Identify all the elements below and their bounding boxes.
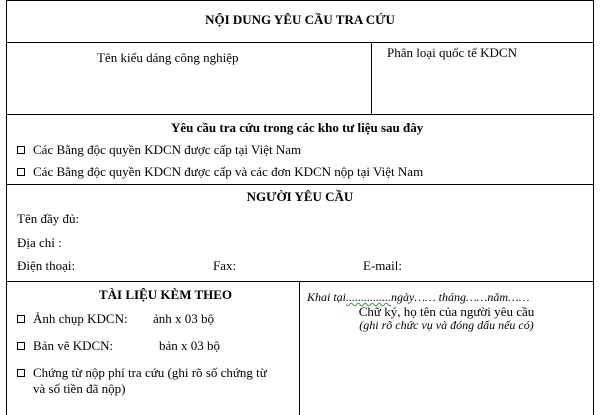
attachment-label: Ảnh chụp KDCN:: [33, 311, 128, 326]
section-title-search-content: NỘI DUNG YÊU CẦU TRA CỨU: [205, 12, 395, 27]
option-label: Các Bằng độc quyền KDCN được cấp và các đơn KDCN nộp tại Việt Nam: [33, 164, 424, 179]
search-scope-heading: Yêu cầu tra cứu trong các kho tư liệu sau đây: [171, 120, 424, 135]
search-option-granted-and-filed[interactable]: [17, 164, 423, 179]
checkbox[interactable]: [17, 168, 25, 176]
place-dots: ...............: [346, 290, 392, 304]
checkbox[interactable]: [17, 146, 25, 154]
section-title-attachments: TÀI LIỆU KÈM THEO: [99, 287, 233, 302]
column-divider: [371, 42, 372, 114]
search-request-form: [6, 0, 594, 415]
top-border: [7, 0, 593, 1]
attachment-label: Bản vẽ KDCN:: [33, 338, 114, 353]
search-option-granted[interactable]: [17, 142, 301, 157]
email-field[interactable]: E-mail:: [363, 258, 402, 273]
address-field[interactable]: Địa chỉ :: [17, 235, 62, 250]
design-name-label: Tên kiểu dáng công nghiệp: [97, 50, 239, 65]
place-label: Khai tại: [307, 290, 347, 304]
option-label: Các Bằng độc quyền KDCN được cấp tại Việt Nam: [33, 142, 302, 157]
attachment-label: Chứng từ nộp phí tra cứu (ghi rõ số chứng từ: [33, 365, 267, 380]
date-label: ngày…… tháng……năm……: [391, 290, 530, 304]
section-title-requester: NGƯỜI YÊU CẦU: [246, 189, 354, 204]
checkbox[interactable]: [17, 369, 25, 377]
column-divider: [299, 281, 300, 415]
attachment-detail: bản x 03 bộ: [159, 338, 221, 353]
divider: [7, 184, 593, 185]
attachment-photo[interactable]: [17, 311, 128, 326]
international-class-label: Phân loại quốc tế KDCN: [387, 45, 517, 60]
attachment-fee-receipt[interactable]: [17, 365, 267, 380]
attachment-drawing[interactable]: [17, 338, 113, 353]
divider: [7, 114, 593, 115]
declaration-place-date[interactable]: [307, 290, 529, 305]
fax-field[interactable]: Fax:: [213, 258, 237, 273]
signature-label: Chữ ký, họ tên của người yêu cầu: [358, 304, 535, 319]
divider: [7, 42, 593, 43]
divider: [7, 281, 593, 282]
attachment-detail: ảnh x 03 bộ: [153, 311, 215, 326]
phone-field[interactable]: Điện thoại:: [17, 258, 76, 273]
checkbox[interactable]: [17, 342, 25, 350]
full-name-field[interactable]: Tên đầy đủ:: [17, 211, 80, 226]
attachment-label-continued: và số tiền đã nộp): [33, 381, 126, 396]
signature-note: (ghi rõ chức vụ và đóng dấu nếu có): [359, 318, 534, 332]
checkbox[interactable]: [17, 315, 25, 323]
